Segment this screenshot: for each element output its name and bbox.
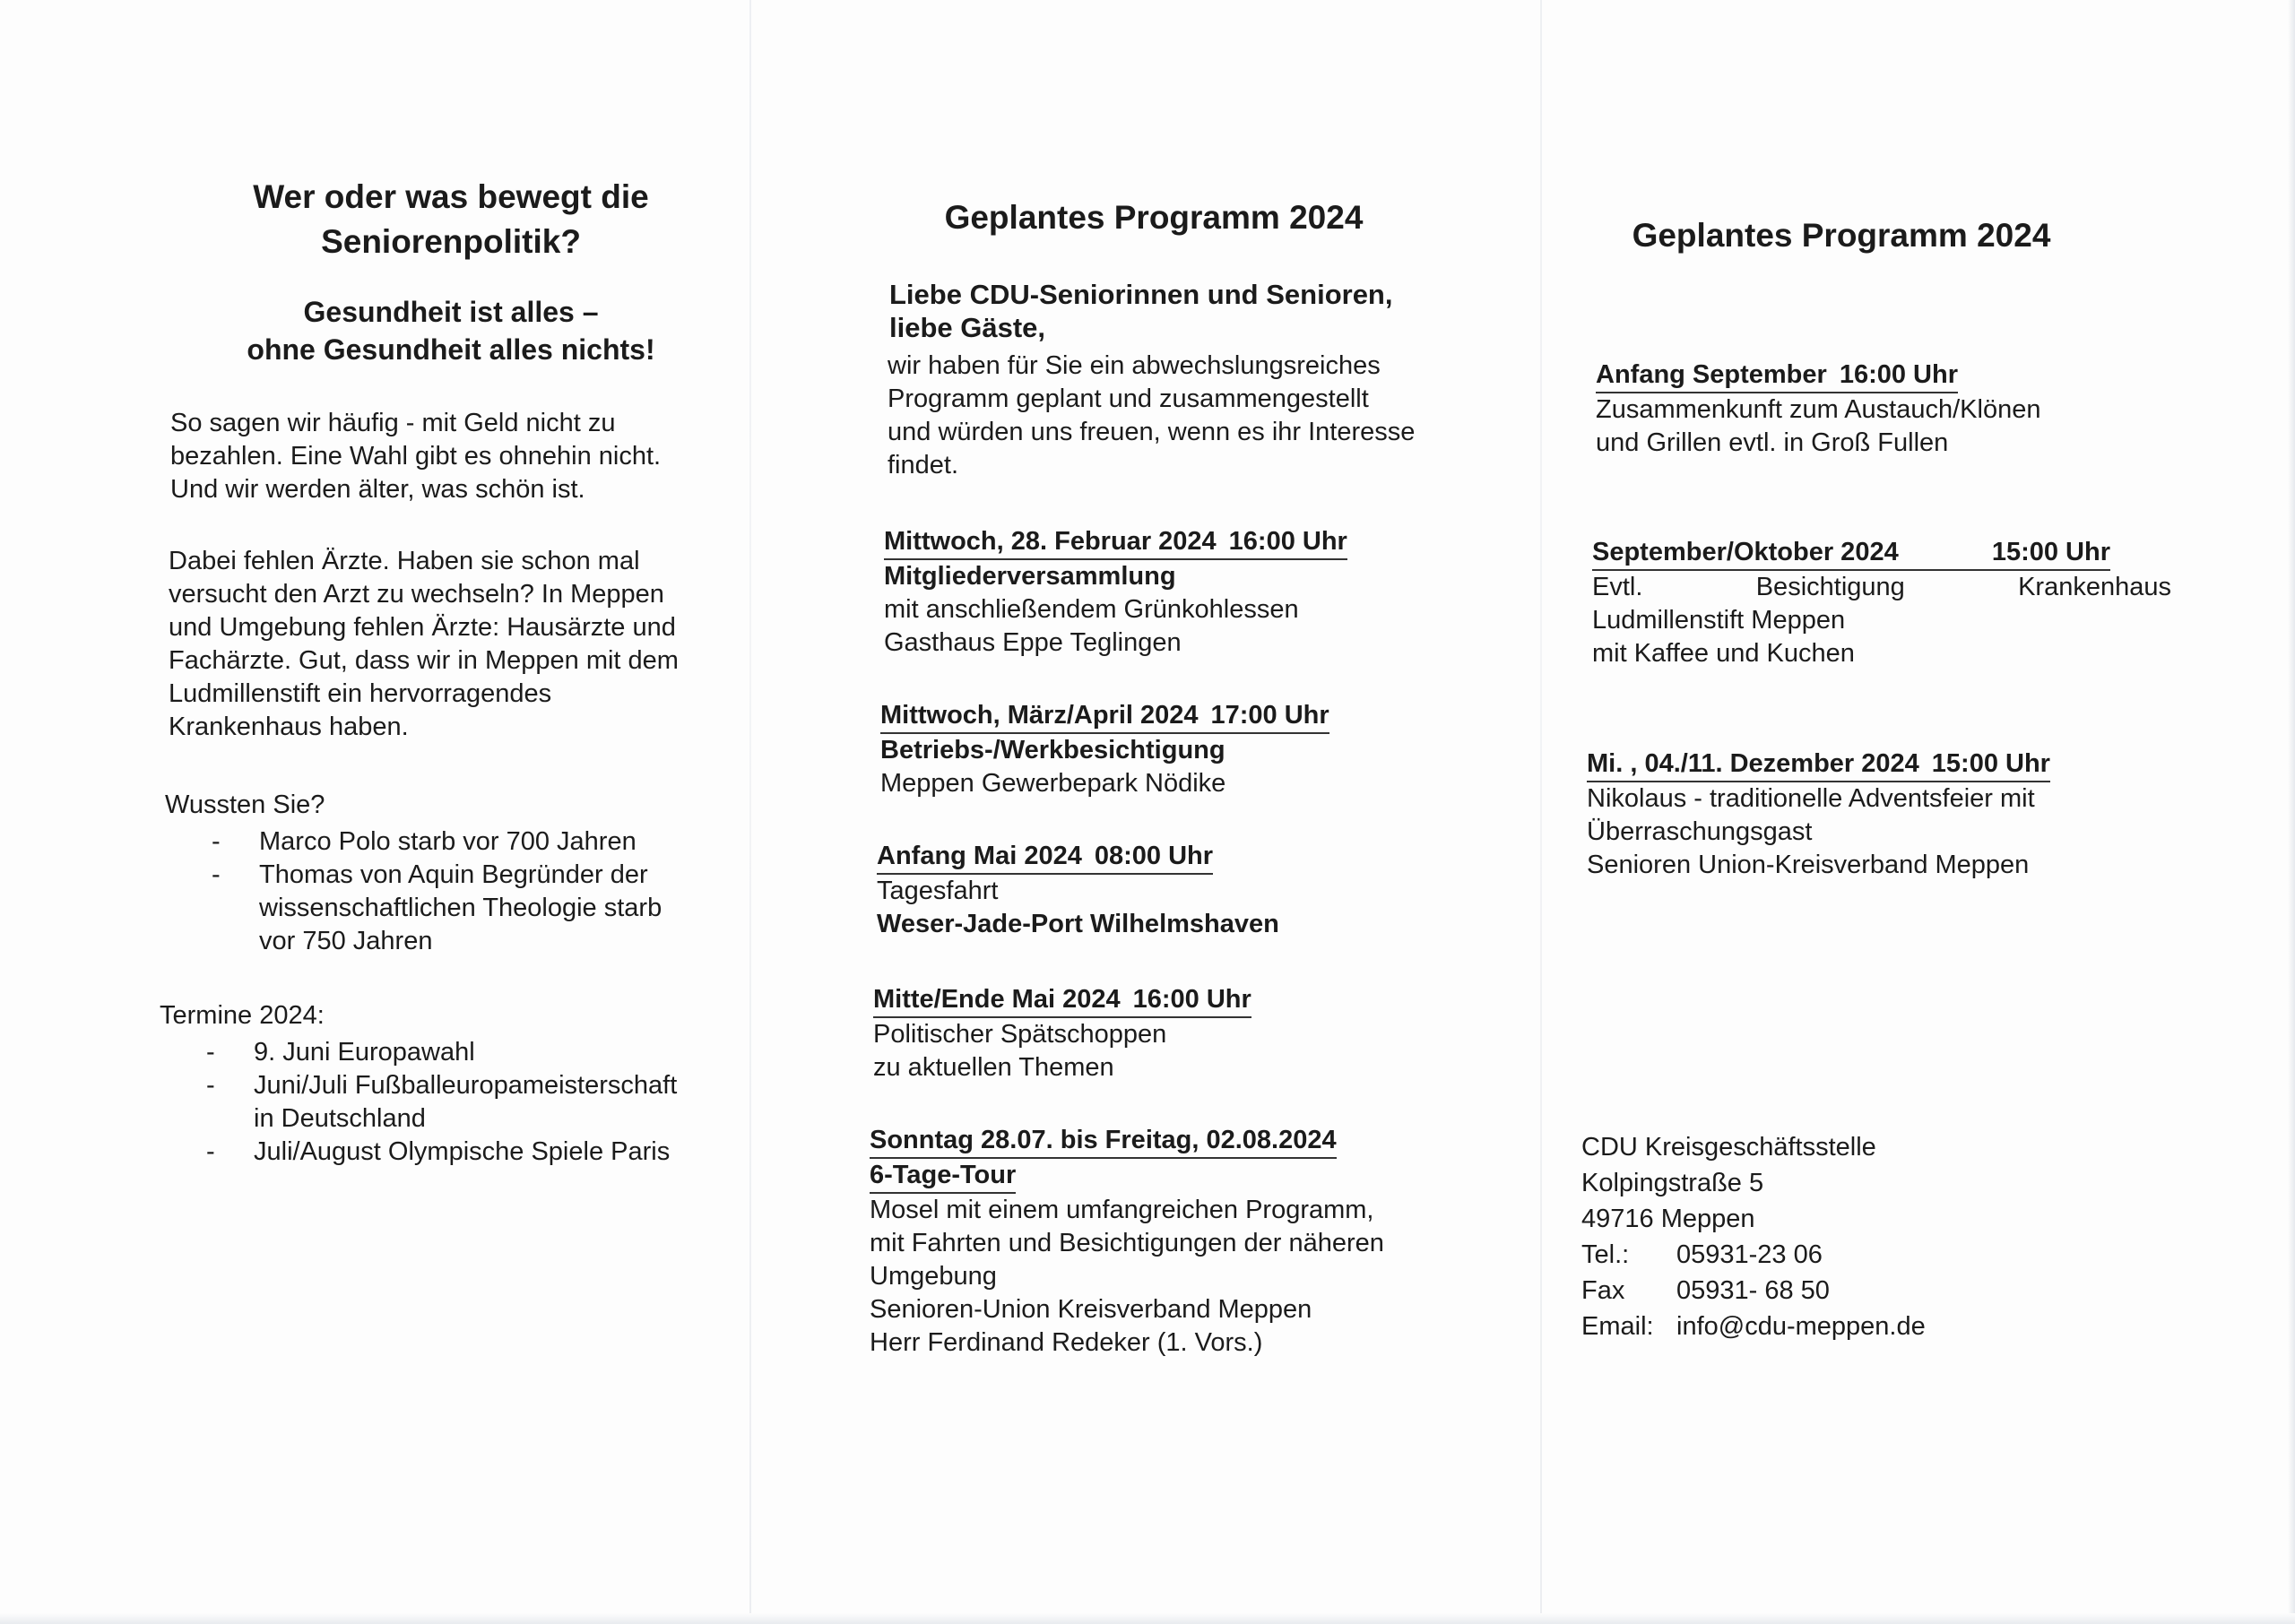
bullet-list <box>160 1036 733 1169</box>
text-word: Krankenhaus <box>2018 573 2171 601</box>
contact-org: CDU Kreisgeschäftsstelle <box>1581 1133 1876 1162</box>
text-line: findet. <box>888 451 958 479</box>
text-line: wissenschaftlichen Theologie starb <box>259 894 663 922</box>
event-entry <box>880 699 1481 800</box>
text-line: Ludmillenstift ein hervorragendes <box>169 679 552 708</box>
event-title: 6-Tage-Tour <box>870 1159 1016 1194</box>
text-line: liebe Gäste, <box>889 312 1046 343</box>
text-line: in Deutschland <box>254 1104 426 1133</box>
text-line: Und wir werden älter, was schön ist. <box>170 475 585 504</box>
contact-value: 05931- 68 50 <box>1676 1276 1830 1305</box>
fold-line <box>1540 0 1542 1624</box>
section-label: Wussten Sie? <box>165 790 325 819</box>
text-line: 9. Juni Europawahl <box>254 1038 475 1067</box>
event-date <box>884 525 1347 560</box>
event-entry <box>870 1124 1443 1360</box>
dash-bullet: - <box>212 827 221 856</box>
text-line: Krankenhaus haben. <box>169 713 409 741</box>
dash-bullet: - <box>206 1137 215 1166</box>
text-line <box>1592 571 2171 604</box>
text-line: Mosel mit einem umfangreichen Programm, <box>870 1196 1374 1224</box>
event-date-text: Anfang September <box>1596 360 1827 389</box>
event-date <box>1587 747 2050 782</box>
text-line: So sagen wir häufig - mit Geld nicht zu <box>170 409 616 437</box>
contact-phone <box>1581 1237 2119 1273</box>
contact-fax <box>1581 1273 2119 1309</box>
text-line: Politischer Spätschoppen <box>873 1020 1167 1049</box>
event-entry <box>1587 747 2178 882</box>
contact-street: Kolpingstraße 5 <box>1581 1169 1764 1197</box>
list-item <box>165 825 739 859</box>
text-line: Gasthaus Eppe Teglingen <box>884 628 1182 657</box>
event-title: Weser-Jade-Port Wilhelmshaven <box>877 910 1279 938</box>
panel-left-subheading <box>160 293 742 368</box>
event-entry <box>1596 358 2187 460</box>
event-date <box>873 983 1251 1018</box>
event-date-text: Sonntag 28.07. bis Freitag, 02.08.2024 <box>870 1126 1337 1154</box>
event-date <box>877 840 1213 875</box>
subheading-line: Gesundheit ist alles – <box>303 296 599 328</box>
text-word: Evtl. <box>1592 573 1643 601</box>
fold-line <box>749 0 751 1624</box>
text-line: Thomas von Aquin Begründer der <box>259 860 648 889</box>
event-date <box>880 699 1329 734</box>
list-item <box>160 1069 733 1136</box>
text-line: Nikolaus - traditionelle Adventsfeier mit <box>1587 784 2035 813</box>
event-date <box>1596 358 1958 393</box>
text-line: Ludmillenstift Meppen <box>1592 606 1846 635</box>
contact-label: Tel.: <box>1581 1240 1630 1269</box>
event-title: Mitgliederversammlung <box>884 562 1176 591</box>
bullet-list <box>165 825 739 958</box>
intro-paragraph <box>888 350 1427 482</box>
text-line: Programm geplant und zusammengestellt <box>888 384 1369 413</box>
event-time: 16:00 Uhr <box>1132 985 1251 1014</box>
text-line: vor 750 Jahren <box>259 927 433 955</box>
wussten-section <box>165 789 739 958</box>
text-line: Senioren Union-Kreisverband Meppen <box>1587 851 2030 879</box>
event-date-text: Mittwoch, 28. Februar 2024 <box>884 527 1217 556</box>
event-title: Betriebs-/Werkbesichtigung <box>880 736 1225 764</box>
paragraph <box>170 407 744 506</box>
text-line: und Grillen evtl. in Groß Fullen <box>1596 428 1949 457</box>
panel-middle-heading: Geplantes Programm 2024 <box>944 199 1364 236</box>
event-date <box>1592 536 2110 571</box>
dash-bullet: - <box>212 860 221 889</box>
text-line: Meppen Gewerbepark Nödike <box>880 769 1226 798</box>
contact-label: Fax <box>1581 1276 1625 1305</box>
event-time: 15:00 Uhr <box>1931 749 2050 778</box>
panel-left-heading <box>160 175 742 264</box>
text-line: Zusammenkunft zum Austauch/Klönen <box>1596 395 2041 424</box>
contact-block <box>1581 1129 2119 1344</box>
event-date-text: Mittwoch, März/April 2024 <box>880 701 1199 730</box>
text-line: Marco Polo starb vor 700 Jahren <box>259 827 637 856</box>
text-line: Fachärzte. Gut, dass wir in Meppen mit dem <box>169 646 679 675</box>
event-time: 17:00 Uhr <box>1210 701 1329 730</box>
text-line: Senioren-Union Kreisverband Meppen <box>870 1295 1312 1324</box>
text-line: mit Kaffee und Kuchen <box>1592 639 1855 668</box>
heading-line: Seniorenpolitik? <box>321 223 581 260</box>
text-line: Dabei fehlen Ärzte. Haben sie schon mal <box>169 547 640 575</box>
dash-bullet: - <box>206 1071 215 1100</box>
text-word: Besichtigung <box>1755 573 1905 601</box>
event-entry <box>873 983 1474 1084</box>
text-line: zu aktuellen Themen <box>873 1053 1114 1082</box>
text-line: versucht den Arzt zu wechseln? In Meppen <box>169 580 664 609</box>
event-entry <box>877 840 1477 941</box>
dash-bullet: - <box>206 1038 215 1067</box>
contact-label: Email: <box>1581 1312 1654 1341</box>
event-date-text: Anfang Mai 2024 <box>877 842 1082 870</box>
event-date-text: September/Oktober 2024 <box>1592 538 1899 566</box>
heading-line: Wer oder was bewegt die <box>253 178 649 215</box>
subheading-line: ohne Gesundheit alles nichts! <box>247 333 655 366</box>
paragraph <box>169 545 742 744</box>
termine-section <box>160 999 733 1169</box>
panel-right-heading: Geplantes Programm 2024 <box>1632 217 2051 254</box>
contact-value: info@cdu-meppen.de <box>1676 1312 1926 1341</box>
text-line: und Umgebung fehlen Ärzte: Hausärzte und <box>169 613 676 642</box>
contact-city: 49716 Meppen <box>1581 1205 1755 1233</box>
text-line: mit anschließendem Grünkohlessen <box>884 595 1299 624</box>
paper-edge <box>2288 0 2295 1624</box>
event-date <box>870 1124 1337 1159</box>
text-line: Herr Ferdinand Redeker (1. Vors.) <box>870 1328 1263 1357</box>
list-item <box>160 1036 733 1069</box>
event-time: 08:00 Uhr <box>1094 842 1214 870</box>
text-line: bezahlen. Eine Wahl gibt es ohnehin nicht. <box>170 442 662 471</box>
text-line: Juli/August Olympische Spiele Paris <box>254 1137 671 1166</box>
event-date-text: Mi. , 04./11. Dezember 2024 <box>1587 749 1919 778</box>
text-line: wir haben für Sie ein abwechslungsreiches <box>888 351 1381 380</box>
list-item <box>160 1136 733 1169</box>
text-line: Liebe CDU-Seniorinnen und Senioren, <box>889 279 1393 310</box>
text-line: Überraschungsgast <box>1587 817 1813 846</box>
paper-edge <box>0 1613 2295 1624</box>
event-time: 16:00 Uhr <box>1228 527 1347 556</box>
event-entry <box>884 525 1485 660</box>
text-line: Umgebung <box>870 1262 997 1291</box>
list-item <box>165 859 739 958</box>
section-label: Termine 2024: <box>160 1001 325 1030</box>
greeting <box>889 278 1463 344</box>
event-time: 16:00 Uhr <box>1839 360 1958 389</box>
contact-value: 05931-23 06 <box>1676 1240 1823 1269</box>
event-time: 15:00 Uhr <box>1991 538 2110 566</box>
event-date-text: Mitte/Ende Mai 2024 <box>873 985 1121 1014</box>
text-line: mit Fahrten und Besichtigungen der näheren <box>870 1229 1384 1257</box>
text-line: Juni/Juli Fußballeuropameisterschaft <box>254 1071 678 1100</box>
text-line: und würden uns freuen, wenn es ihr Interesse <box>888 418 1416 446</box>
event-entry <box>1592 536 2184 670</box>
text-line: Tagesfahrt <box>877 877 999 905</box>
contact-email <box>1581 1309 2119 1344</box>
